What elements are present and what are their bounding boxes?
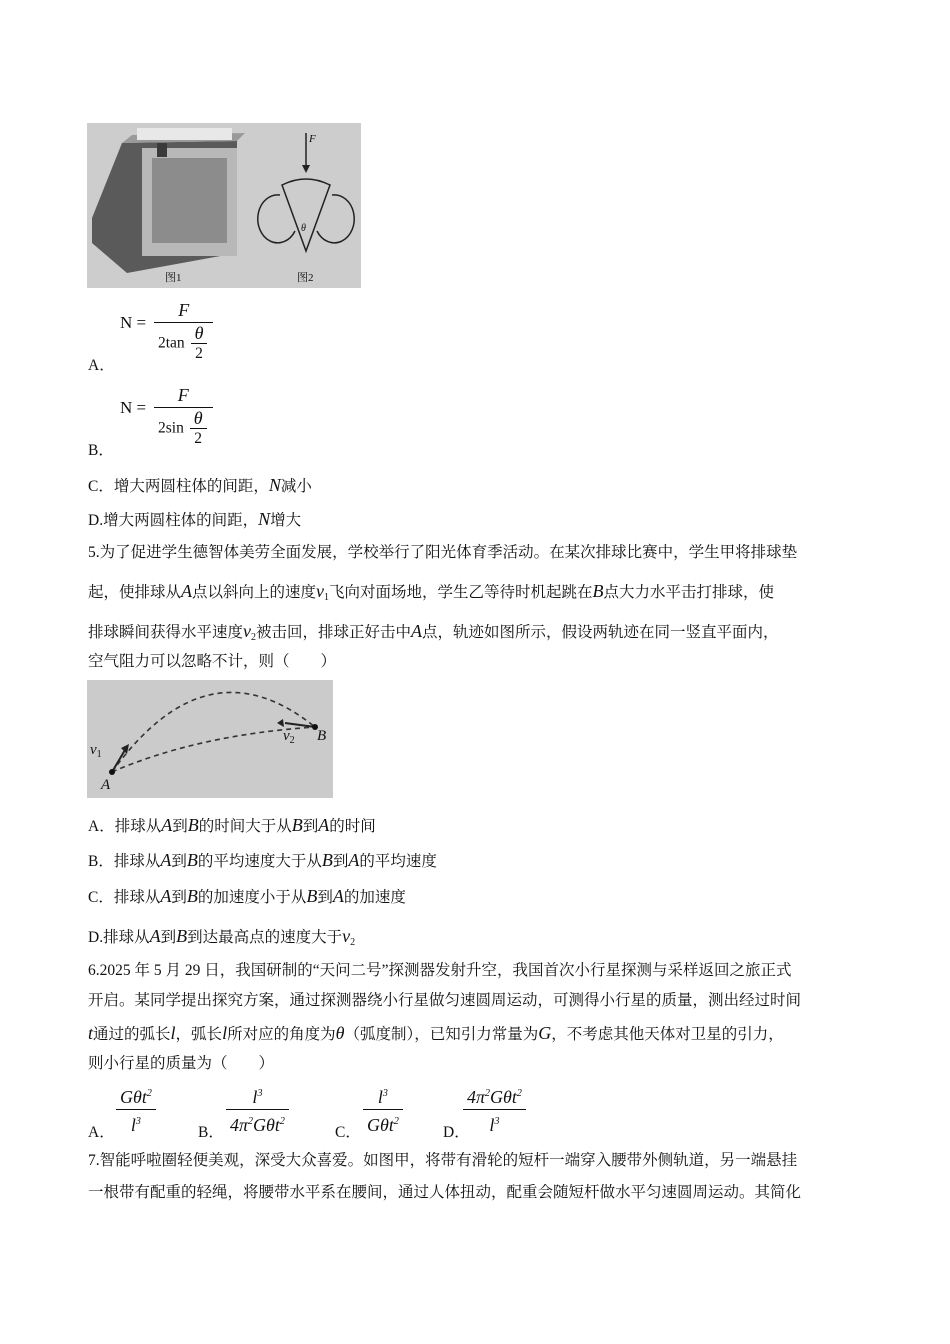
normal-force-symbol: N (268, 475, 281, 495)
v2-subscript: 2 (289, 735, 295, 746)
time-symbol: t (88, 1023, 94, 1043)
numerator (116, 1084, 156, 1110)
option-text: D.增大两圆柱体的间距， (88, 512, 259, 529)
q6-line-1: 6.2025 年 5 月 29 日，我国研制的“天问二号”探测器发射升空，我国首次小行星探测与采样返回之旅正式 (88, 962, 792, 979)
text: 到 (171, 889, 187, 906)
subscript: 1 (324, 592, 330, 603)
subscript: 2 (251, 632, 257, 643)
figure-1-2-drawing (87, 123, 361, 288)
text: 的加速度小于从 (197, 889, 307, 906)
q6-line-2: 开启。某同学提出探究方案，通过探测器绕小行星做匀速圆周运动，可测得小行星的质量，测出经过时间 (88, 992, 802, 1009)
point-a: A (149, 926, 161, 946)
num-sup: 3 (257, 1088, 263, 1099)
subscript: 2 (350, 937, 356, 948)
num-sup: 2 (485, 1088, 491, 1099)
num-sup: 3 (382, 1088, 388, 1099)
gravitational-constant-symbol: G (538, 1023, 552, 1043)
point-a: A (318, 815, 330, 835)
denominator-prefix: 2tan (158, 334, 185, 352)
num-text: l (377, 1087, 383, 1107)
num-sup: 2 (146, 1088, 152, 1099)
q6-option-b (198, 1084, 328, 1144)
figure-1-2-image (87, 123, 361, 288)
text: 到 (171, 853, 187, 870)
den-sup: 2 (248, 1116, 254, 1127)
q5-line-4: 空气阻力可以忽略不计，则（ ） (88, 653, 337, 670)
option-letter: A． (88, 357, 115, 374)
denominator (226, 1110, 289, 1135)
normal-force-symbol: N (258, 509, 271, 529)
q5-option-c (88, 885, 406, 909)
text: 到 (317, 889, 333, 906)
numerator (363, 1084, 403, 1110)
text: C．排球从 (88, 889, 161, 906)
option-letter: C． (335, 1124, 361, 1141)
angle-label: θ (301, 223, 306, 234)
half-angle-num: θ (191, 325, 208, 344)
velocity-v1: v (316, 581, 325, 601)
formula-fraction (226, 1084, 289, 1135)
text: 点大力水平击打排球，使 (603, 584, 775, 601)
option-letter: D． (443, 1124, 470, 1141)
denominator (463, 1110, 526, 1135)
v1-letter: v (90, 742, 97, 758)
text: 的平均速度大于从 (197, 853, 322, 870)
trajectory-figure (87, 680, 333, 798)
formula-fraction (363, 1084, 403, 1135)
text: 起，使排球从 (88, 584, 182, 601)
text: （弧度制），已知引力常量为 (344, 1026, 539, 1043)
den-text: Gθt (367, 1115, 394, 1135)
num-sup-2: 2 (516, 1088, 522, 1099)
q4-option-c (88, 474, 312, 498)
arc-symbol: l (222, 1023, 228, 1043)
point-b: B (186, 850, 198, 870)
point-b: B (306, 886, 318, 906)
figure-1-caption: 图1 (165, 272, 182, 284)
option-letter: A． (88, 1124, 115, 1141)
text: ，弧长 (175, 1026, 223, 1043)
text: 排球瞬间获得水平速度 (88, 624, 244, 641)
q4-option-d (88, 508, 301, 532)
half-angle-den: 2 (195, 345, 203, 362)
text: 点以斜向上的速度 (192, 584, 317, 601)
denominator (116, 1110, 156, 1135)
v2-letter: v (283, 728, 290, 744)
text: D.排球从 (88, 929, 150, 946)
text: 的时间大于从 (198, 818, 292, 835)
text: 所对应的角度为 (227, 1026, 336, 1043)
den-text: l (130, 1115, 136, 1135)
fig-a-label: A (101, 777, 111, 793)
text: 的时间 (329, 818, 376, 835)
point-a: A (332, 886, 344, 906)
text: 的平均速度 (359, 853, 437, 870)
q5-line-2 (88, 580, 774, 609)
text: 被击回，排球正好击中 (256, 624, 412, 641)
point-a: A (348, 850, 360, 870)
point-a: A (160, 886, 172, 906)
text: 通过的弧长 (93, 1026, 171, 1043)
text: ，不考虑其他天体对卫星的引力， (551, 1026, 784, 1043)
text: 到 (302, 818, 319, 835)
point-b: B (321, 850, 333, 870)
text: A．排球从 (88, 818, 162, 835)
text: 的加速度 (343, 889, 406, 906)
formula-lhs: N = (120, 398, 147, 417)
denominator (154, 323, 213, 362)
point-b: B (592, 581, 604, 601)
q6-option-d (443, 1084, 573, 1144)
text: 到 (172, 818, 188, 835)
num-text: l (252, 1087, 258, 1107)
den-sup-2: 2 (279, 1116, 285, 1127)
trajectory-drawing (87, 680, 333, 798)
point-a: A (411, 621, 423, 641)
q5-option-d (88, 925, 355, 954)
den-rest: Gθt (253, 1115, 280, 1135)
option-letter: B． (198, 1124, 224, 1141)
text: 飞向对面场地，学生乙等待时机起跳在 (329, 584, 593, 601)
v1-subscript: 1 (96, 749, 102, 760)
formula-fraction (463, 1084, 526, 1135)
q6-line-4: 则小行星的质量为（ ） (88, 1055, 275, 1072)
text: 到 (332, 853, 349, 870)
q6-option-a (88, 1084, 188, 1144)
half-angle-fraction (191, 325, 208, 362)
den-sup: 3 (135, 1116, 141, 1127)
den-sup: 3 (494, 1116, 500, 1127)
text: 点，轨迹如图所示，假设两轨迹在同一竖直平面内， (422, 624, 779, 641)
q5-option-a (88, 814, 376, 838)
denominator (363, 1110, 403, 1135)
q6-line-3 (88, 1022, 784, 1046)
arc-symbol: l (170, 1023, 176, 1043)
text: B．排球从 (88, 853, 161, 870)
text: 到 (160, 929, 177, 946)
formula-lhs: N = (120, 313, 147, 332)
half-angle-fraction (190, 410, 207, 447)
num-text: Gθt (120, 1087, 147, 1107)
q5-line-3 (88, 620, 779, 649)
fig-v1-label (90, 742, 102, 760)
numerator: F (154, 300, 213, 323)
point-b: B (176, 926, 188, 946)
numerator (226, 1084, 289, 1110)
point-a: A (181, 581, 193, 601)
point-b: B (291, 815, 303, 835)
fig-v2-label (283, 728, 295, 746)
num-text: 4π (467, 1087, 486, 1107)
q6-option-c (335, 1084, 435, 1144)
q5-line-1: 5.为了促进学生德智体美劳全面发展，学校举行了阳光体育季活动。在某次排球比赛中，学生甲将排球垫 (88, 544, 798, 561)
den-text: l (489, 1115, 495, 1135)
half-angle-num: θ (190, 410, 207, 429)
text: 到达最高点的速度大于 (187, 929, 343, 946)
formula-fraction (116, 1084, 156, 1135)
option-text-end: 减小 (280, 478, 312, 495)
num-rest: Gθt (490, 1087, 517, 1107)
point-a: A (160, 850, 172, 870)
denominator (154, 408, 213, 447)
formula-fraction (154, 300, 213, 362)
option-letter: B． (88, 442, 114, 459)
fig-b-label: B (317, 728, 327, 744)
half-angle-den: 2 (194, 430, 203, 447)
figure-2-caption: 图2 (297, 272, 314, 284)
option-text: C．增大两圆柱体的间距， (88, 478, 269, 495)
q5-option-b (88, 849, 437, 873)
formula-fraction (154, 385, 213, 447)
numerator: F (154, 385, 213, 408)
q7-line-1: 7.智能呼啦圈轻便美观，深受大众喜爱。如图甲，将带有滑轮的短杆一端穿入腰带外侧轨道，另一端悬挂 (88, 1152, 798, 1169)
velocity-v2: v (243, 621, 252, 641)
force-label: F (309, 133, 316, 145)
q7-line-2: 一根带有配重的轻绳，将腰带水平系在腰间，通过人体扭动，配重会随短杆做水平匀速圆周运动。其简化 (88, 1184, 802, 1201)
denominator-prefix: 2sin (158, 419, 184, 437)
point-a: A (161, 815, 173, 835)
den-text: 4π (230, 1115, 249, 1135)
point-b: B (187, 815, 199, 835)
den-sup: 2 (393, 1116, 399, 1127)
numerator (463, 1084, 526, 1110)
option-text-end: 增大 (270, 512, 302, 529)
velocity-v2: v (342, 926, 351, 946)
angle-symbol: θ (335, 1023, 345, 1043)
point-b: B (186, 886, 198, 906)
